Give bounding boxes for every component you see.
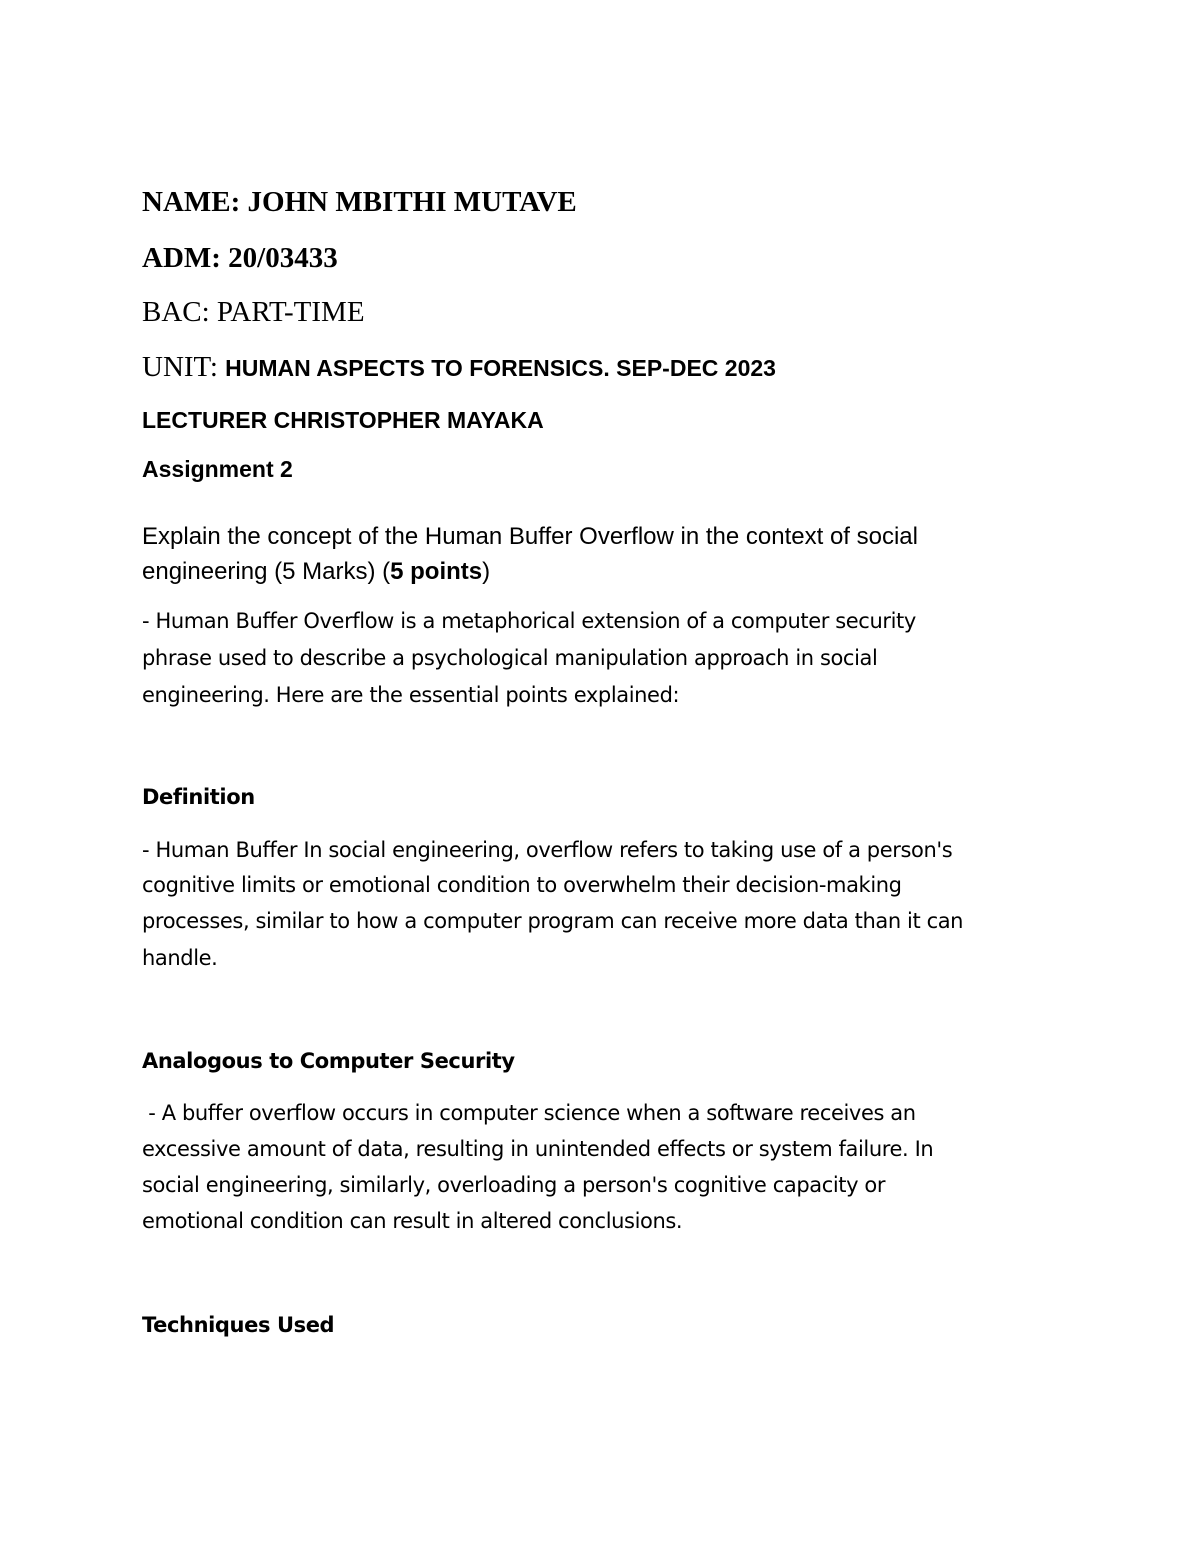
assignment-title: Assignment 2 [142, 456, 293, 482]
analogous-line: excessive amount of data, resulting in unintended effects or system failure. In [142, 1137, 934, 1161]
question-line-2 [142, 558, 490, 586]
intro-line: - Human Buffer Overflow is a metaphorical extension of a computer security [142, 609, 916, 633]
student-name: NAME: JOHN MBITHI MUTAVE [142, 186, 577, 218]
question-line-2-suffix: ) [482, 558, 491, 585]
question-line-2-prefix: engineering (5 Marks) ( [142, 558, 391, 585]
analogous-line: emotional condition can result in altered conclusions. [142, 1209, 683, 1233]
question-points: 5 points [390, 558, 483, 585]
analogous-line: social engineering, similarly, overloading a person's cognitive capacity or [142, 1173, 886, 1197]
unit-value: HUMAN ASPECTS TO FORENSICS. SEP-DEC 2023 [225, 355, 776, 381]
section-heading-definition: Definition [142, 785, 255, 809]
admission-number: ADM: 20/03433 [142, 242, 338, 274]
definition-line: cognitive limits or emotional condition to overwhelm their decision-making [142, 873, 902, 897]
question-line-1: Explain the concept of the Human Buffer Overflow in the context of social [142, 523, 918, 550]
unit-line [142, 351, 776, 384]
unit-label: UNIT: [142, 351, 226, 383]
bac-mode: BAC: PART-TIME [142, 296, 365, 328]
analogous-line: - A buffer overflow occurs in computer science when a software receives an [142, 1101, 916, 1125]
definition-line: - Human Buffer In social engineering, overflow refers to taking use of a person's [142, 838, 953, 862]
lecturer-line: LECTURER CHRISTOPHER MAYAKA [142, 407, 544, 433]
section-heading-techniques: Techniques Used [142, 1313, 335, 1337]
section-heading-analogous: Analogous to Computer Security [142, 1049, 515, 1073]
intro-line: phrase used to describe a psychological manipulation approach in social [142, 646, 878, 670]
definition-line: processes, similar to how a computer program can receive more data than it can [142, 909, 964, 933]
definition-line: handle. [142, 946, 218, 970]
intro-line: engineering. Here are the essential points explained: [142, 683, 680, 707]
